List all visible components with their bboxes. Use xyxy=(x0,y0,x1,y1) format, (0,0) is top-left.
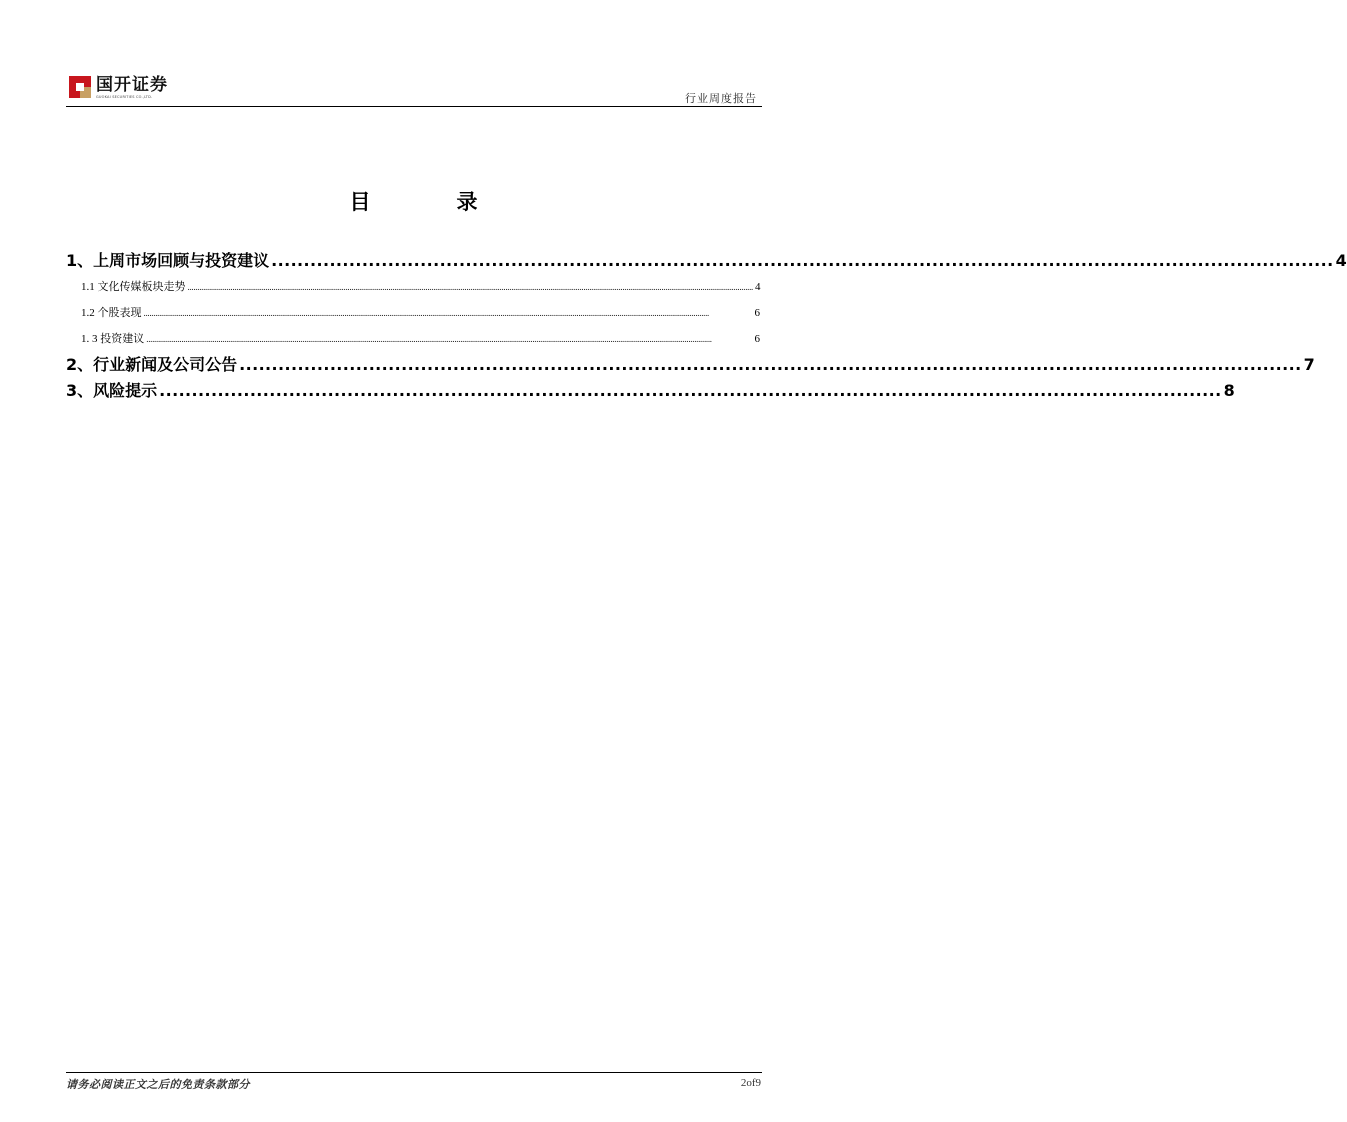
toc-entry-page: 4 xyxy=(1335,251,1347,270)
toc-entry-page: 6 xyxy=(754,333,760,345)
toc-entry-section-1-3[interactable] xyxy=(66,326,760,352)
header-divider xyxy=(66,106,762,107)
toc-entry-label: 2、行业新闻及公司公告 xyxy=(66,355,238,374)
toc-dot-leader: .................................................................................................................................................................... xyxy=(159,381,1222,400)
table-of-contents xyxy=(66,248,1347,404)
toc-entry-label: 1、上周市场回顾与投资建议 xyxy=(66,251,270,270)
toc-entry-label: 1. 3 投资建议 xyxy=(81,333,145,345)
toc-dot-leader: .................................................................................................................................................................................................................................................................................................. xyxy=(146,334,712,344)
toc-entry-section-1-2[interactable] xyxy=(66,300,760,326)
logo-tagline: GUOKAI SECURITIES CO.,LTD. xyxy=(96,95,153,99)
footer-disclaimer: 请务必阅读正文之后的免责条款部分 xyxy=(66,1078,250,1091)
footer-divider xyxy=(66,1072,762,1073)
toc-entry-page: 7 xyxy=(1303,355,1315,374)
toc-entry-section-2[interactable] xyxy=(66,352,1315,378)
toc-entry-section-1[interactable] xyxy=(66,248,1347,274)
toc-dot-leader: .................................................................................................................................................................... xyxy=(239,355,1302,374)
report-type-label: 行业周度报告 xyxy=(685,92,757,105)
logo-company-name: 国开证券 xyxy=(96,75,168,95)
toc-entry-page: 8 xyxy=(1223,381,1235,400)
toc-dot-leader: .................................................................................................................................................................................................................................................................................................. xyxy=(143,308,710,318)
logo-mark-icon xyxy=(69,76,91,98)
toc-entry-label: 1.2 个股表现 xyxy=(81,307,142,319)
toc-dot-leader: .................................................................................................................................................................... xyxy=(271,251,1334,270)
toc-title-left: 目 xyxy=(349,190,371,214)
toc-title-right: 录 xyxy=(456,190,478,214)
toc-entry-label: 3、风险提示 xyxy=(66,381,158,400)
toc-entry-page: 6 xyxy=(754,307,760,319)
page-number: 2of9 xyxy=(740,1077,761,1089)
toc-entry-label: 1.1 文化传媒板块走势 xyxy=(81,281,186,293)
toc-entry-section-1-1[interactable] xyxy=(66,274,760,300)
page-header xyxy=(66,72,761,108)
company-logo xyxy=(69,76,168,100)
toc-entry-section-3[interactable] xyxy=(66,378,1235,404)
toc-title xyxy=(0,186,827,216)
toc-entry-page: 4 xyxy=(755,281,761,293)
toc-dot-leader: .................................................................................................................................................................................................................................................................................................. xyxy=(187,282,754,292)
